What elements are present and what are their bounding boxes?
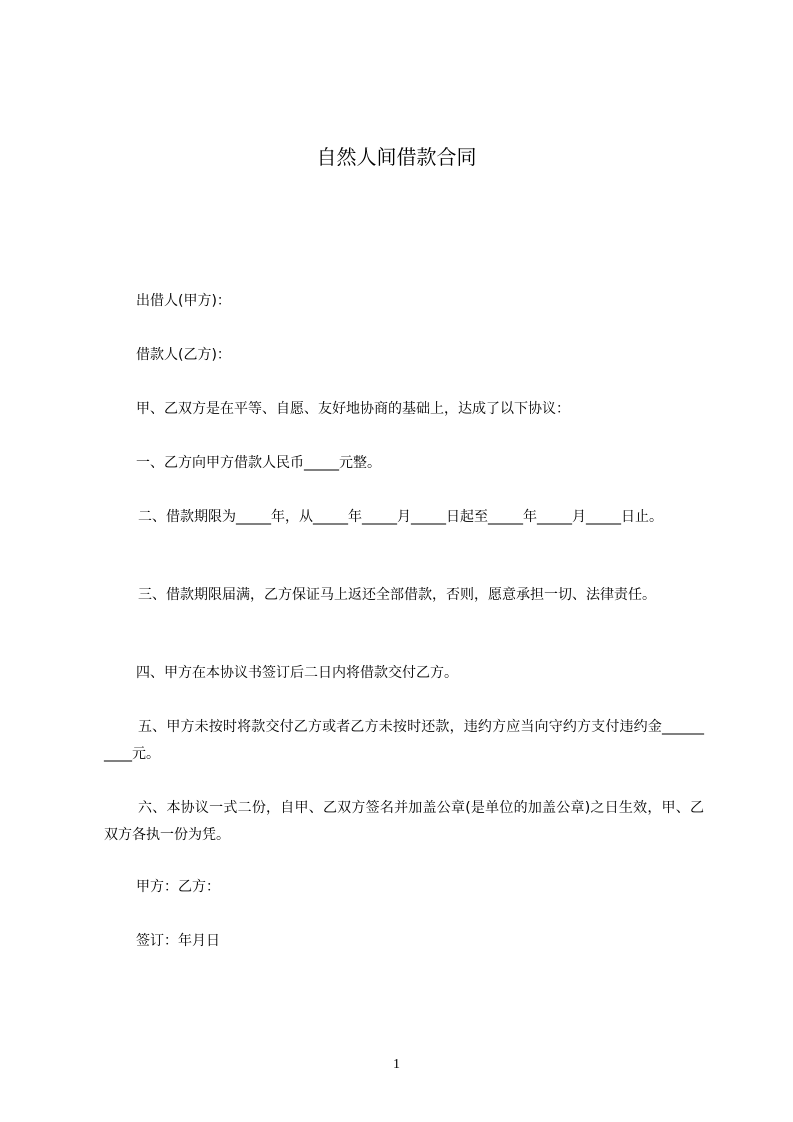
contract-title: 自然人间借款合同 [316, 145, 477, 169]
clause-5: 五、甲方未按时将款交付乙方或者乙方未按时还款，违约方应当向守约方支付违约金__________元。 [104, 719, 704, 762]
clause-6: 六、本协议一式二份，自甲、乙双方签名并加盖公章(是单位的加盖公章)之日生效，甲、乙双方各执一份为凭。 [104, 800, 704, 843]
clause-3: 三、借款期限届满，乙方保证马上返还全部借款，否则，愿意承担一切、法律责任。 [138, 587, 656, 603]
clause-4: 四、甲方在本协议书签订后二日内将借款交付乙方。 [136, 665, 458, 681]
page-number: 1 [393, 1057, 400, 1072]
clause-1: 一、乙方向甲方借款人民币_____元整。 [136, 455, 381, 471]
borrower-line: 借款人(乙方)： [136, 347, 231, 363]
agreement-intro: 甲、乙双方是在平等、自愿、友好地协商的基础上，达成了以下协议： [136, 401, 570, 417]
lender-line: 出借人(甲方)： [136, 293, 231, 309]
party-signatures: 甲方：乙方： [136, 879, 220, 895]
signing-date: 签订：年月日 [136, 933, 220, 949]
clause-2: 二、借款期限为_____年，从_____年_____月_____日起至_____年_____月_____日止。 [138, 509, 663, 525]
